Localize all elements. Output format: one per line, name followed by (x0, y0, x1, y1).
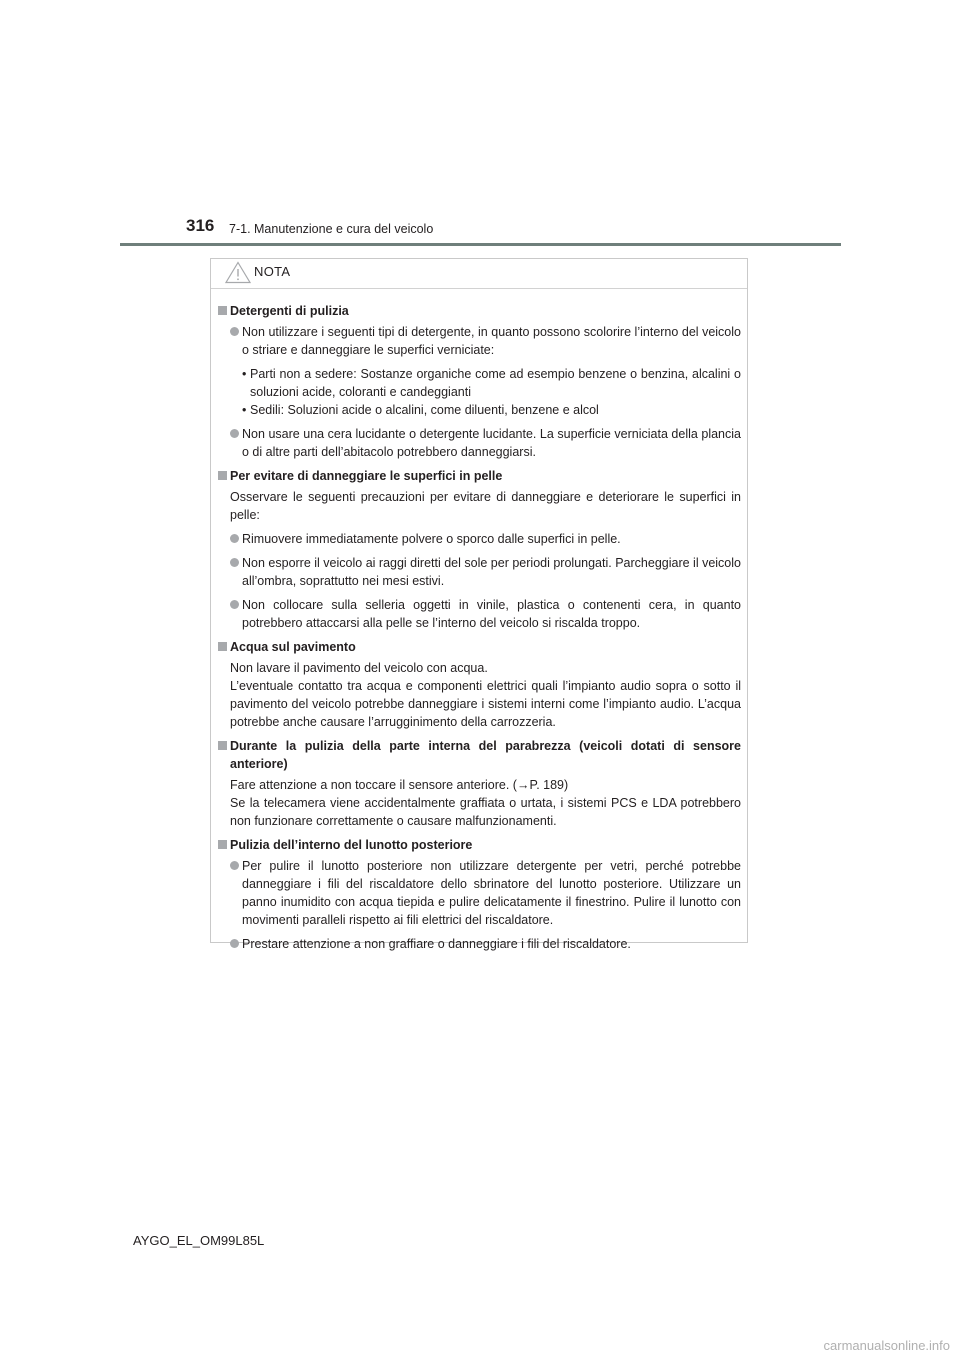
square-marker (218, 471, 227, 480)
bullet-item: Non utilizzare i seguenti tipi di detergente, in quanto possono scolorire l’interno del veicolo o striare e danneggiare le superfici verniciate: (218, 323, 741, 359)
square-marker (218, 306, 227, 315)
paragraph: Non lavare il pavimento del veicolo con acqua. (230, 661, 488, 675)
section-heading: Pulizia dell’interno del lunotto posteriore (218, 836, 741, 854)
bullet-dot (230, 939, 239, 948)
sub-item: • Sedili: Soluzioni acide o alcalini, come diluenti, benzene e alcol (242, 403, 599, 417)
section-heading: Per evitare di danneggiare le superfici in pelle (218, 467, 741, 485)
sub-bullet: • (242, 367, 247, 381)
bullet-item: Non usare una cera lucidante o detergente lucidante. La superficie verniciata della plancia o di altre parti dell’abitacolo potrebbero danneggiarsi. (218, 425, 741, 461)
note-header (211, 259, 747, 289)
note-title: NOTA (254, 264, 291, 279)
section-heading: Durante la pulizia della parte interna del parabrezza (veicoli dotati di sensore anteriore) (218, 737, 741, 773)
sub-item: • Parti non a sedere: Sostanze organiche come ad esempio benzene o benzina, alcalini o soluzioni acide, coloranti e candeggianti (242, 367, 741, 399)
square-marker (218, 741, 227, 750)
bullet-dot (230, 429, 239, 438)
bullet-item: Non esporre il veicolo ai raggi diretti del sole per periodi prolungati. Parcheggiare il veicolo all’ombra, soprattutto nei mesi estivi. (218, 554, 741, 590)
bullet-dot (230, 558, 239, 567)
bullet-dot (230, 600, 239, 609)
header-rule (120, 243, 841, 246)
watermark: carmanualsonline.info (823, 1338, 950, 1353)
page-number: 316 (186, 216, 215, 235)
note-box (210, 258, 748, 951)
bullet-item: Per pulire il lunotto posteriore non utilizzare detergente per vetri, perché potrebbe danneggiare i fili del riscaldatore dello sbrinatore del lunotto posteriore. Utilizzare un panno inumidito con acqua tiepida e pulire delicatamente il finestrino. Pulire il lunotto con movimenti paralleli rispetto ai fili elettrici del riscaldatore. (218, 857, 741, 929)
bullet-dot (230, 327, 239, 336)
bullet-item: Prestare attenzione a non graffiare o danneggiare i fili del riscaldatore. (218, 935, 741, 953)
warning-triangle-icon (225, 261, 251, 284)
bullet-dot (230, 861, 239, 870)
sub-list (218, 365, 741, 419)
paragraph: Osservare le seguenti precauzioni per evitare di danneggiare e deteriorare le superfici in pelle: (230, 490, 741, 522)
paragraph: Se la telecamera viene accidentalmente graffiata o urtata, i sistemi PCS e LDA potrebbero non funzionare correttamente o causare malfunzionamenti. (230, 796, 741, 828)
bullet-dot (230, 534, 239, 543)
section-title: 7-1. Manutenzione e cura del veicolo (229, 222, 434, 236)
section-heading: Acqua sul pavimento (218, 638, 741, 656)
bullet-item: Non collocare sulla selleria oggetti in vinile, plastica o contenenti cera, in quanto potrebbero attaccarsi alla pelle se l’interno del veicolo si riscalda troppo. (218, 596, 741, 632)
bullet-item: Rimuovere immediatamente polvere o sporco dalle superfici in pelle. (218, 530, 741, 548)
sub-bullet: • (242, 403, 247, 417)
square-marker (218, 642, 227, 651)
paragraph: L’eventuale contatto tra acqua e componenti elettrici quali l’impianto audio sopra o sotto il pavimento del veicolo potrebbe danneggiare i sistemi interni come l’impianto audio. L’acqua potrebbe anche causare l’arrugginimento della carrozzeria. (230, 679, 741, 729)
section-heading: Detergenti di pulizia (218, 302, 741, 320)
note-body (211, 289, 747, 953)
paragraph: Fare attenzione a non toccare il sensore anteriore. (→P. 189) (230, 778, 569, 792)
square-marker (218, 840, 227, 849)
document-code: AYGO_EL_OM99L85L (133, 1233, 265, 1248)
